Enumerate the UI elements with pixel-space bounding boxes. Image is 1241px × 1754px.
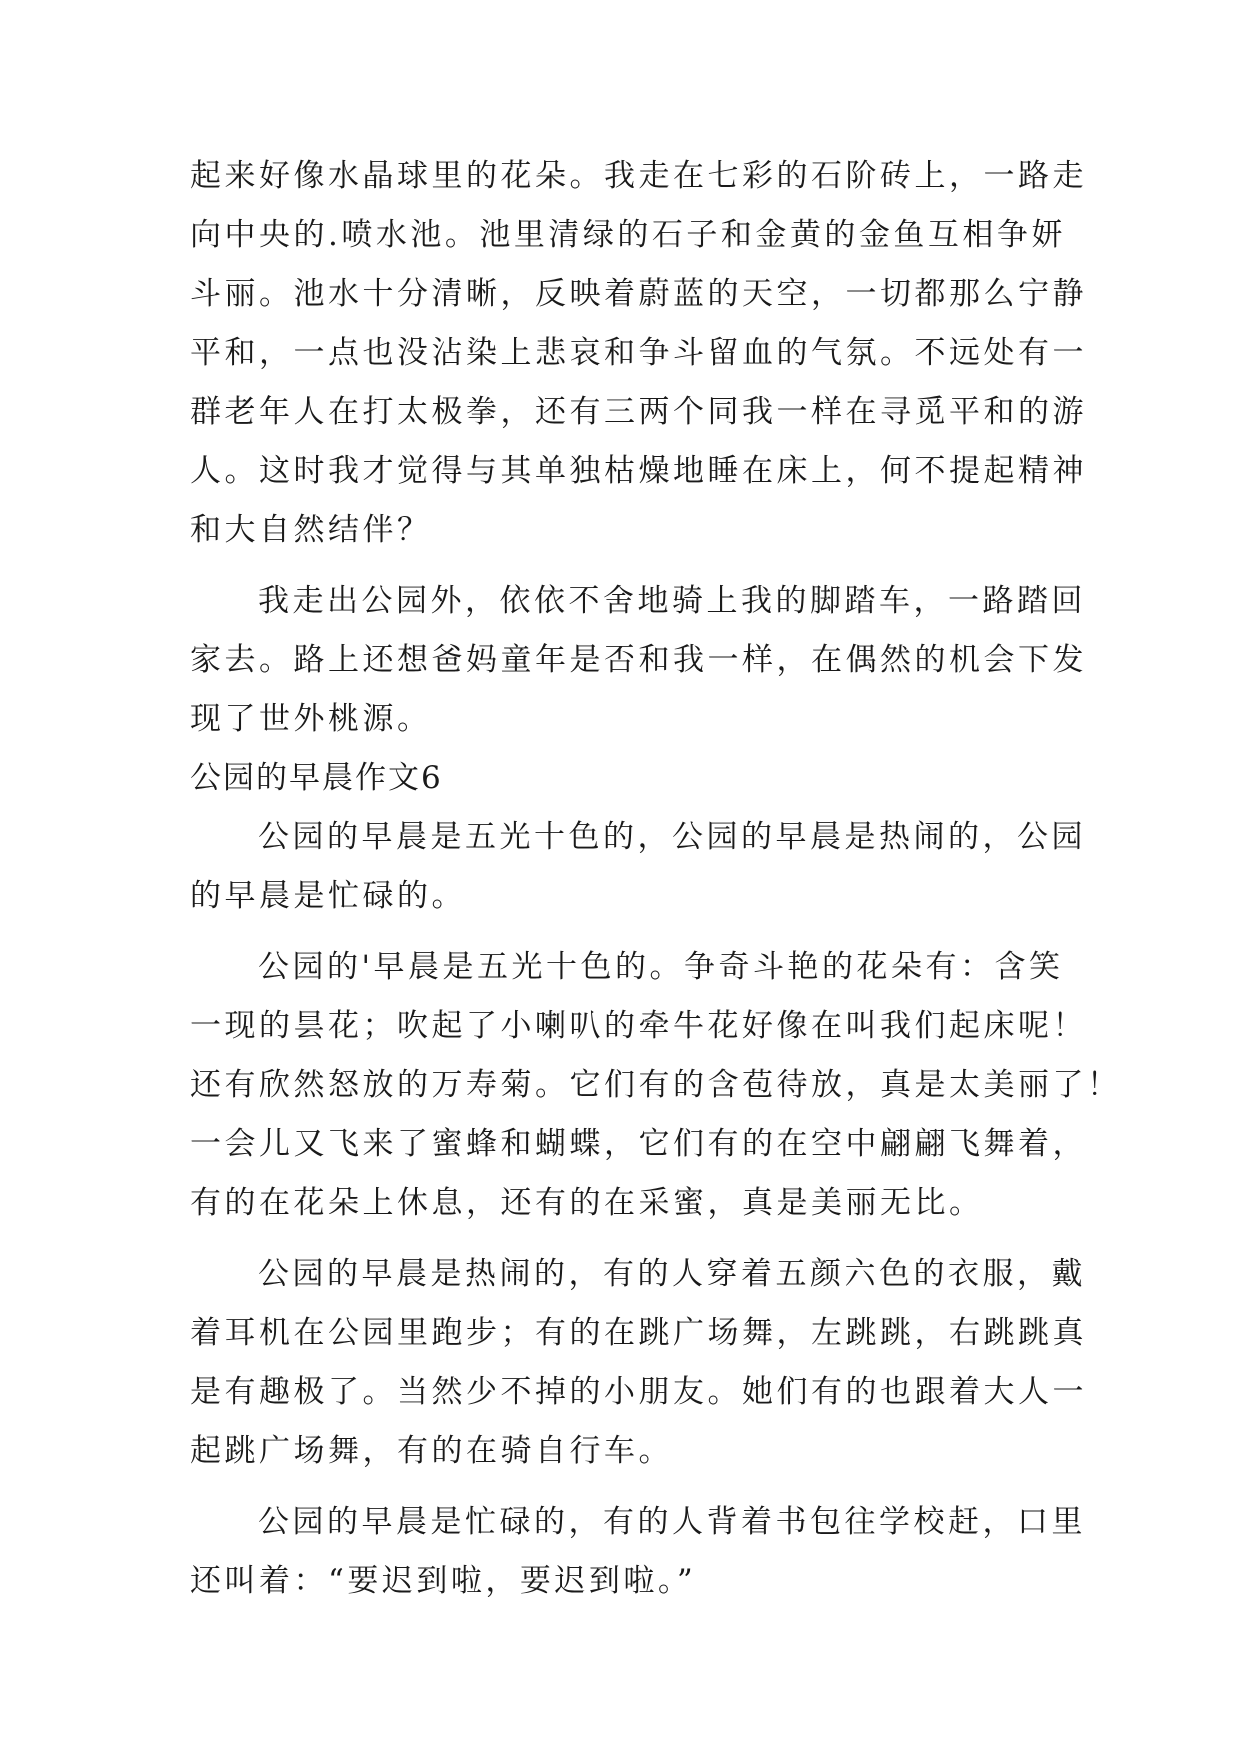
- text-line: 着耳机在公园里跑步；有的在跳广场舞，左跳跳，右跳跳真: [190, 1315, 1087, 1351]
- text-line: 公园的早晨是热闹的，有的人穿着五颜六色的衣服，戴: [258, 1256, 1086, 1292]
- document-body: [190, 156, 1122, 1620]
- text-line: 公园的'早晨是五光十色的。争奇斗艳的花朵有：含笑: [258, 949, 1064, 985]
- text-line: 一现的昙花；吹起了小喇叭的牵牛花好像在叫我们起床呢！: [190, 1008, 1087, 1044]
- text-line: 一会儿又飞来了蜜蜂和蝴蝶，它们有的在空中翩翩飞舞着，: [190, 1126, 1087, 1162]
- text-line: 家去。路上还想爸妈童年是否和我一样，在偶然的机会下发: [190, 642, 1087, 678]
- text-line: 现了世外桃源。: [190, 701, 432, 737]
- text-line: 还有欣然怒放的万寿菊。它们有的含苞待放，真是太美丽了！: [190, 1067, 1122, 1103]
- text-line: 公园的早晨是五光十色的，公园的早晨是热闹的，公园: [258, 819, 1086, 855]
- text-line: 的早晨是忙碌的。: [190, 878, 466, 914]
- text-line: 公园的早晨是忙碌的，有的人背着书包往学校赶，口里: [258, 1504, 1086, 1540]
- text-line: 斗丽。池水十分清晰，反映着蔚蓝的天空，一切都那么宁静: [190, 276, 1087, 312]
- text-line: 向中央的.喷水池。池里清绿的石子和金黄的金鱼互相争妍: [190, 217, 1066, 253]
- text-line: 和大自然结伴？: [190, 512, 432, 548]
- text-line: 平和，一点也没沾染上悲哀和争斗留血的气氛。不远处有一: [190, 335, 1087, 371]
- section-heading: 公园的早晨作文6: [190, 760, 443, 796]
- text-line: 起来好像水晶球里的花朵。我走在七彩的石阶砖上，一路走: [190, 158, 1087, 194]
- text-line: 起跳广场舞，有的在骑自行车。: [190, 1433, 673, 1469]
- text-line: 还叫着：“要迟到啦，要迟到啦。”: [190, 1563, 697, 1599]
- text-line: 有的在花朵上休息，还有的在采蜜，真是美丽无比。: [190, 1185, 984, 1221]
- text-line: 我走出公园外，依依不舍地骑上我的脚踏车，一路踏回: [258, 583, 1086, 619]
- text-line: 群老年人在打太极拳，还有三两个同我一样在寻觅平和的游: [190, 394, 1087, 430]
- text-line: 人。这时我才觉得与其单独枯燥地睡在床上，何不提起精神: [190, 453, 1087, 489]
- text-line: 是有趣极了。当然少不掉的小朋友。她们有的也跟着大人一: [190, 1374, 1087, 1410]
